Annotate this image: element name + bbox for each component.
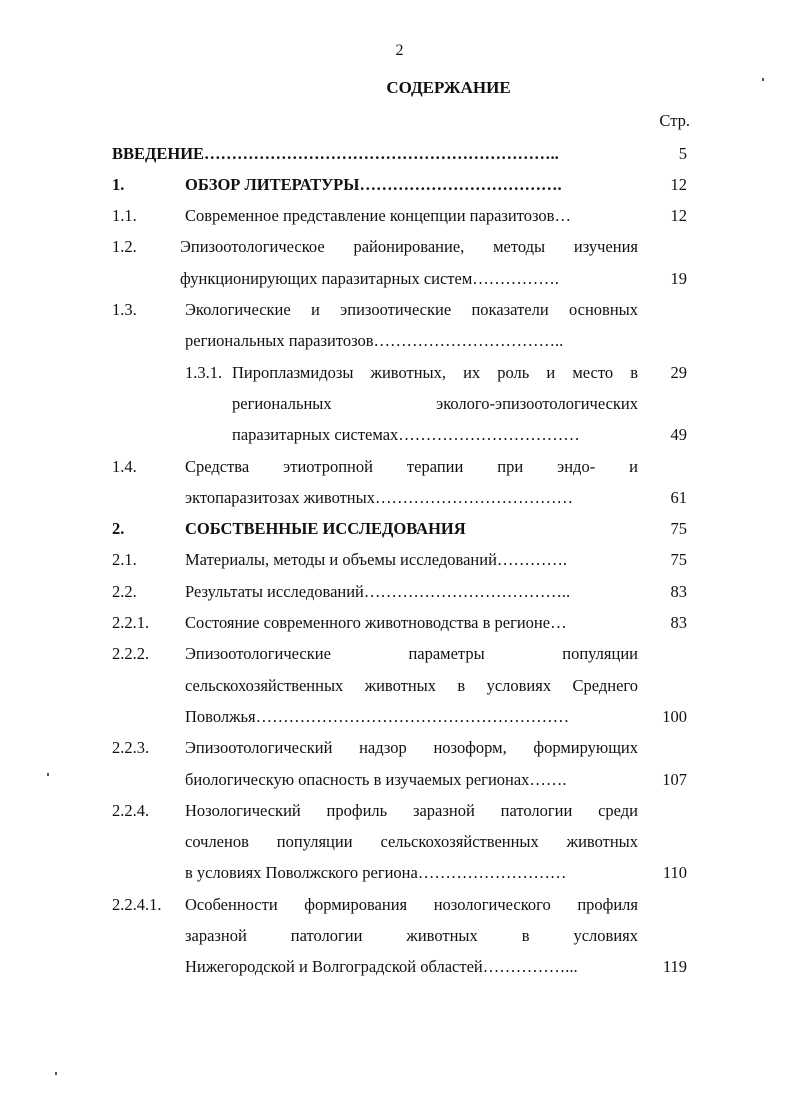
toc-entry-line (0, 200, 799, 231)
section-number: 1.1. (112, 206, 137, 226)
toc-entry-line (0, 638, 799, 669)
page-reference: 75 (670, 519, 687, 539)
page-reference: 83 (670, 613, 687, 632)
page-reference: 100 (662, 706, 687, 726)
section-number: 2.1. (112, 550, 137, 570)
section-title[interactable]: Средства этиотропной терапии при эндо- и (185, 456, 638, 476)
section-title[interactable]: Эпизоотологический надзор нозоформ, формирующих (185, 738, 638, 758)
section-number: 2. (112, 519, 125, 539)
section-title[interactable]: сельскохозяйственных животных в условиях Среднего (185, 675, 638, 695)
section-title[interactable]: Результаты исследований……………………………….. (185, 581, 571, 601)
section-number: 2.2.4. (112, 800, 150, 820)
section-title[interactable]: Нозологический профиль заразной патологии среди (185, 800, 638, 820)
section-title[interactable]: в условиях Поволжского региона……………………… (185, 863, 567, 883)
toc-entry-line (0, 607, 799, 638)
toc-entry-line (0, 576, 799, 607)
page-reference: 61 (670, 487, 687, 507)
toc-entry-line (0, 889, 799, 920)
section-title[interactable]: региональных паразитозов…………………………….. (185, 331, 564, 351)
scan-speck (762, 78, 764, 81)
toc-entry-line (0, 325, 799, 356)
page-reference: 75 (670, 550, 687, 570)
section-title[interactable]: Эпизоотологическое районирование, методы изучения (180, 237, 638, 257)
toc-entry-line (0, 294, 799, 325)
section-title[interactable]: Состояние современного животноводства в регионе… (185, 613, 567, 632)
page-reference: 83 (670, 581, 687, 601)
section-title[interactable]: региональных эколого-эпизоотологических (232, 393, 638, 413)
section-title[interactable]: СОБСТВЕННЫЕ ИССЛЕДОВАНИЯ (185, 519, 466, 539)
section-number: 2.2.1. (112, 613, 150, 632)
toc-entry-line (0, 670, 799, 701)
section-number: 1.3. (112, 300, 137, 319)
section-title[interactable]: Современное представление концепции паразитозов… (185, 206, 571, 226)
scan-speck (55, 1072, 57, 1075)
page-reference: 29 (670, 362, 687, 382)
toc-entry-line (0, 482, 799, 513)
section-number: 1.3.1. (185, 362, 223, 382)
section-title[interactable]: биологическую опасность в изучаемых регионах……. (185, 769, 567, 789)
toc-entry-line (0, 795, 799, 826)
toc-entry-line (0, 701, 799, 732)
toc-entry-line (0, 732, 799, 763)
section-title[interactable]: ВВЕДЕНИЕ……………………………………………………….. (112, 143, 559, 163)
toc-entry-line (0, 920, 799, 951)
section-number: 2.2. (112, 581, 137, 601)
page-reference: 19 (670, 268, 687, 288)
section-number: 2.2.4.1. (112, 894, 162, 914)
toc-entry-line (0, 263, 799, 294)
toc-entry-line (0, 388, 799, 419)
toc-entry-line (0, 857, 799, 888)
toc-entry-line (0, 138, 799, 169)
toc-entry-line (0, 513, 799, 544)
section-number: 2.2.2. (112, 644, 150, 664)
scan-speck (47, 773, 49, 776)
toc-entry-line (0, 826, 799, 857)
toc-entry-line (0, 419, 799, 450)
page-reference: 110 (662, 863, 687, 883)
section-title[interactable]: Экологические и эпизоотические показатели основных (185, 300, 638, 319)
page-reference: 119 (662, 957, 687, 977)
toc-entry-line (0, 951, 799, 982)
page-reference: 49 (670, 425, 687, 445)
toc-entry-line (0, 544, 799, 575)
section-number: 1.4. (112, 456, 137, 476)
page-number: 2 (395, 42, 404, 59)
section-title[interactable]: эктопаразитозах животных……………………………… (185, 487, 573, 507)
section-title[interactable]: Материалы, методы и объемы исследований…………. (185, 550, 568, 570)
section-number: 2.2.3. (112, 738, 150, 758)
section-number: 1. (112, 174, 125, 194)
page-reference: 12 (670, 174, 687, 194)
section-title[interactable]: ОБЗОР ЛИТЕРАТУРЫ………………………………. (185, 174, 562, 194)
page-reference: 5 (678, 143, 687, 163)
section-title[interactable]: Поволжья………………………………………………… (185, 706, 570, 726)
page-reference: 107 (662, 769, 687, 789)
section-title[interactable]: паразитарных системах…………………………… (232, 425, 580, 445)
section-number: 1.2. (112, 237, 137, 257)
section-title[interactable]: Пироплазмидозы животных, их роль и место в (232, 362, 638, 382)
toc-entry-line (0, 169, 799, 200)
section-title[interactable]: Эпизоотологические параметры популяции (185, 644, 638, 664)
section-title[interactable]: Особенности формирования нозологического профиля (185, 894, 638, 914)
toc-entry-line (0, 764, 799, 795)
section-title[interactable]: заразной патологии животных в условиях (185, 926, 638, 945)
toc-entry-line (0, 451, 799, 482)
page-reference: 12 (670, 206, 687, 226)
toc-entry-line (0, 357, 799, 388)
page-column-header: Стр. (659, 111, 690, 130)
page-title: СОДЕРЖАНИЕ (386, 78, 511, 97)
section-title[interactable]: функционирующих паразитарных систем……………. (180, 268, 559, 288)
section-title[interactable]: Нижегородской и Волгоградской областей……………... (185, 957, 578, 977)
section-title[interactable]: сочленов популяции сельскохозяйственных животных (185, 832, 638, 852)
toc-entry-line (0, 231, 799, 262)
